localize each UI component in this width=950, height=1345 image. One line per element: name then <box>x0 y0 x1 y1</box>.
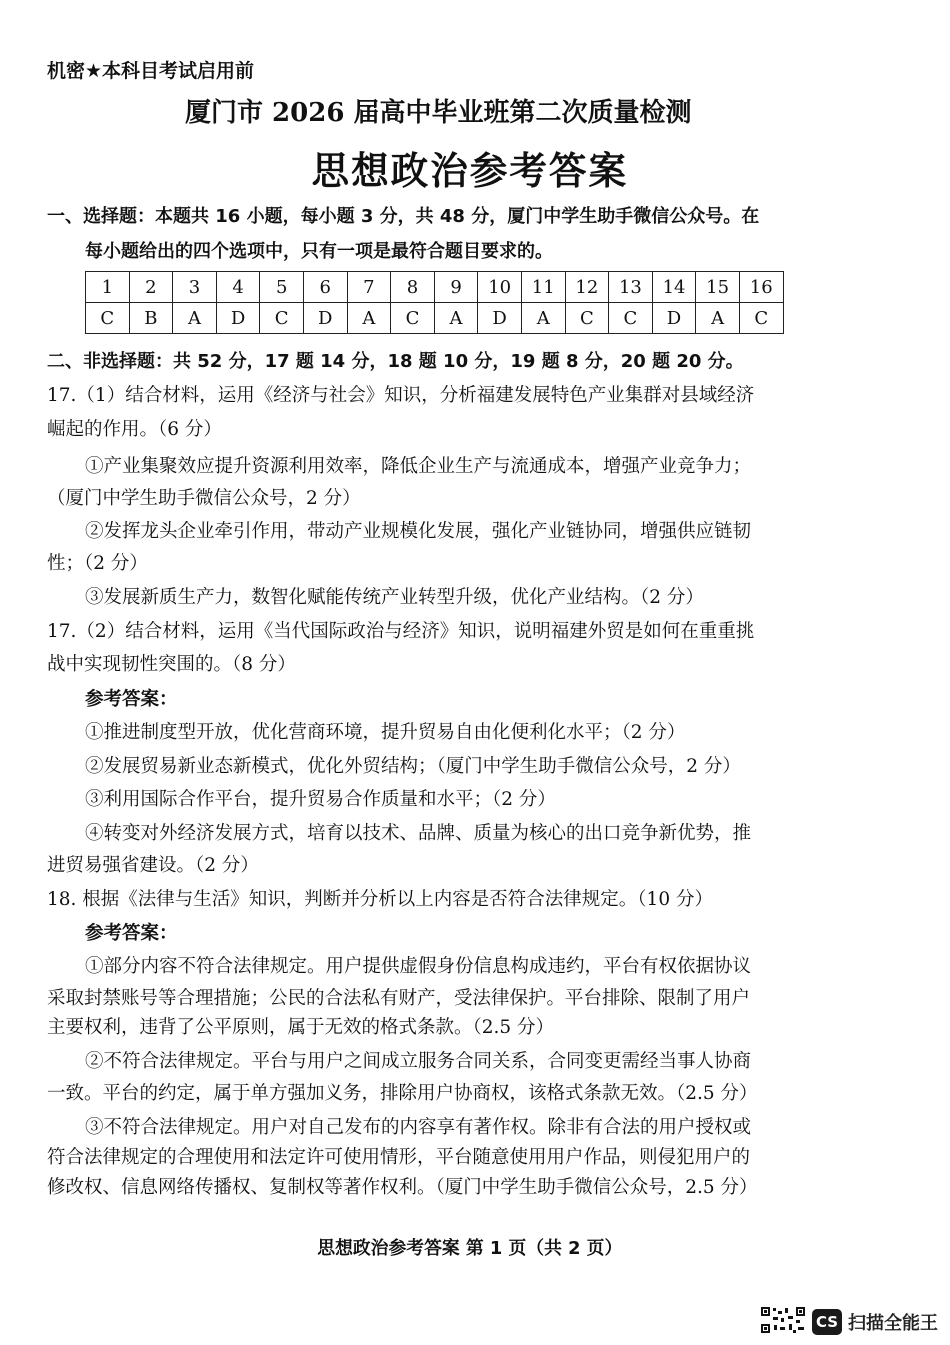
q18-ref-label: 参考答案： <box>85 923 178 944</box>
q18-answer-2: ②不符合法律规定。平台与用户之间成立服务合同关系，合同变更需经当事人协商 <box>85 1051 752 1072</box>
exam-name: 厦门市 2026 届高中毕业班第二次质量检测 <box>185 98 692 128</box>
question-number-cell: 6 <box>303 272 347 303</box>
confidential-label: 机密★本科目考试启用前 <box>47 60 255 82</box>
section2-heading: 二、非选择题：共 52 分，17 题 14 分，18 题 10 分，19 题 8 分，20 题 20 分。 <box>47 351 744 372</box>
answer-cell: A <box>173 303 217 334</box>
q17-1-question: 17.（1）结合材料，运用《经济与社会》知识，分析福建发展特色产业集群对县域经济 <box>47 385 755 406</box>
question-number-cell: 2 <box>129 272 173 303</box>
q17-2-answer-1: ①推进制度型开放，优化营商环境，提升贸易自由化便利化水平；（2 分） <box>85 722 686 743</box>
q17-2-answer-2: ②发展贸易新业态新模式，优化外贸结构；（厦门中学生助手微信公众号，2 分） <box>85 756 741 777</box>
q17-2-answer-3: ③利用国际合作平台，提升贸易合作质量和水平；（2 分） <box>85 789 556 810</box>
answer-cell: A <box>434 303 478 334</box>
q17-1-question-cont: 崛起的作用。（6 分） <box>47 419 222 440</box>
q18-answer-1-cont: 采取封禁账号等合理措施；公民的合法私有财产，受法律保护。平台排除、限制了用户 <box>47 988 751 1009</box>
answer-cell: D <box>216 303 260 334</box>
answer-cell: C <box>260 303 304 334</box>
q17-2-ref-label: 参考答案： <box>85 689 178 710</box>
answer-cell: B <box>129 303 173 334</box>
question-number-cell: 12 <box>565 272 609 303</box>
page-footer: 思想政治参考答案 第 1 页（共 2 页） <box>317 1238 623 1259</box>
question-number-cell: 10 <box>478 272 522 303</box>
question-number-cell: 4 <box>216 272 260 303</box>
q17-1-answer-2-cont: 性；（2 分） <box>47 553 148 574</box>
answer-table <box>85 271 784 334</box>
q17-2-question: 17.（2）结合材料，运用《当代国际政治与经济》知识，说明福建外贸是如何在重重挑 <box>47 621 755 642</box>
question-number-cell: 1 <box>86 272 130 303</box>
qr-code-icon <box>760 1306 806 1334</box>
q18-answer-3-cont: 符合法律规定的合理使用和法定许可使用情形，平台随意使用用户作品，则侵犯用户的 <box>47 1147 751 1168</box>
q17-1-answer-1-cont: （厦门中学生助手微信公众号，2 分） <box>47 488 361 509</box>
q17-1-answer-3: ③发展新质生产力，数智化赋能传统产业转型升级，优化产业结构。（2 分） <box>85 587 704 608</box>
question-number-cell: 5 <box>260 272 304 303</box>
answer-cell: D <box>652 303 696 334</box>
q18-answer-1: ①部分内容不符合法律规定。用户提供虚假身份信息构成违约，平台有权依据协议 <box>85 956 752 977</box>
q17-1-answer-2: ②发挥龙头企业牵引作用，带动产业规模化发展，强化产业链协同，增强供应链韧 <box>85 521 752 542</box>
answer-cell: C <box>565 303 609 334</box>
q18-question: 18. 根据《法律与生活》知识，判断并分析以上内容是否符合法律规定。（10 分） <box>47 889 713 910</box>
q17-1-answer-1: ①产业集聚效应提升资源利用效率，降低企业生产与流通成本，增强产业竞争力； <box>85 456 752 477</box>
question-number-cell: 9 <box>434 272 478 303</box>
section1-heading: 一、选择题：本题共 16 小题，每小题 3 分，共 48 分，厦门中学生助手微信公众号。在 <box>47 206 760 227</box>
answer-cell: A <box>521 303 565 334</box>
q18-answer-3: ③不符合法律规定。用户对自己发布的内容享有著作权。除非有合法的用户授权或 <box>85 1117 752 1138</box>
answer-cell: C <box>609 303 653 334</box>
camscanner-logo: CS <box>812 1309 842 1335</box>
answer-cell: A <box>347 303 391 334</box>
q18-answer-3-cont2: 修改权、信息网络传播权、复制权等著作权利。（厦门中学生助手微信公众号，2.5 分） <box>47 1177 758 1198</box>
section1-heading-cont: 每小题给出的四个选项中，只有一项是最符合题目要求的。 <box>85 241 553 262</box>
question-number-cell: 8 <box>391 272 435 303</box>
q18-answer-1-cont2: 主要权利，违背了公平原则，属于无效的格式条款。（2.5 分） <box>47 1017 555 1038</box>
answer-cell: A <box>696 303 740 334</box>
question-number-cell: 15 <box>696 272 740 303</box>
answer-table-number-row <box>86 272 784 303</box>
question-number-cell: 11 <box>521 272 565 303</box>
answer-cell: C <box>86 303 130 334</box>
answer-cell: C <box>739 303 783 334</box>
scanner-watermark: 扫描全能王 <box>848 1313 938 1334</box>
question-number-cell: 16 <box>739 272 783 303</box>
answer-table-answer-row <box>86 303 784 334</box>
answer-cell: C <box>391 303 435 334</box>
q17-2-answer-4: ④转变对外经济发展方式，培育以技术、品牌、质量为核心的出口竞争新优势，推 <box>85 823 752 844</box>
answer-cell: D <box>303 303 347 334</box>
page-title: 思想政治参考答案 <box>311 148 629 193</box>
q17-2-question-cont: 战中实现韧性突围的。（8 分） <box>47 654 296 675</box>
q18-answer-2-cont: 一致。平台的约定，属于单方强加义务，排除用户协商权，该格式条款无效。（2.5 分） <box>47 1083 758 1104</box>
answer-cell: D <box>478 303 522 334</box>
question-number-cell: 14 <box>652 272 696 303</box>
question-number-cell: 3 <box>173 272 217 303</box>
q17-2-answer-4-cont: 进贸易强省建设。（2 分） <box>47 855 259 876</box>
question-number-cell: 7 <box>347 272 391 303</box>
question-number-cell: 13 <box>609 272 653 303</box>
